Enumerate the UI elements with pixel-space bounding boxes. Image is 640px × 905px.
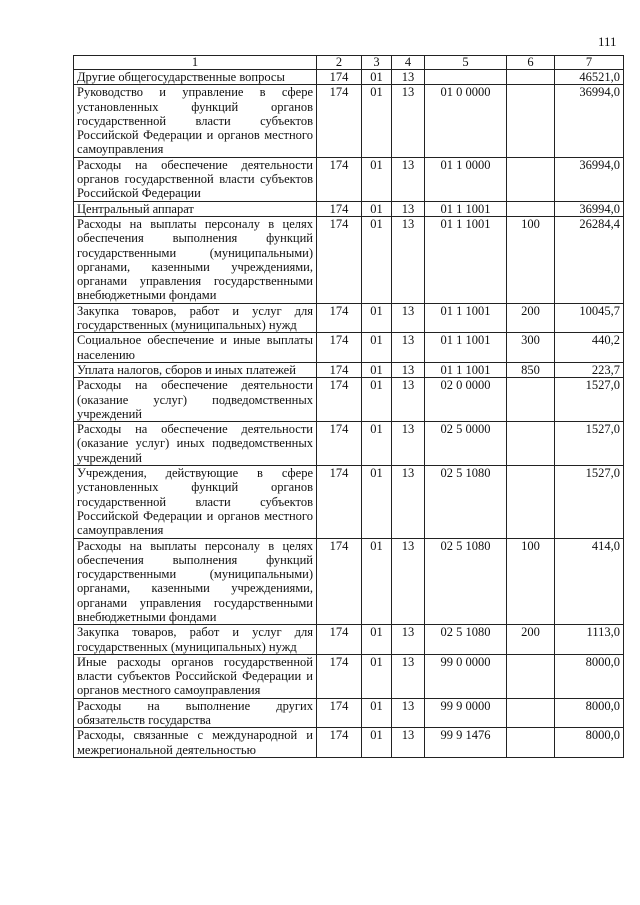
department-code-cell: 174 [317, 625, 362, 655]
expense-type-cell [507, 654, 555, 698]
section-cell: 01 [362, 698, 392, 728]
amount-cell: 440,2 [555, 333, 624, 363]
section-cell: 01 [362, 201, 392, 216]
table-row [74, 362, 624, 377]
target-article-cell: 02 5 1080 [425, 466, 507, 538]
section-cell: 01 [362, 70, 392, 85]
section-cell: 01 [362, 378, 392, 422]
header-cell: 7 [555, 56, 624, 70]
amount-cell: 8000,0 [555, 654, 624, 698]
expense-name-cell: Расходы на обеспечение деятельности органов государственной власти субъектов Российской Федерации [74, 157, 317, 201]
table-row [74, 378, 624, 422]
header-cell: 2 [317, 56, 362, 70]
target-article-cell: 01 1 1001 [425, 303, 507, 333]
subsection-cell: 13 [392, 157, 425, 201]
subsection-cell: 13 [392, 422, 425, 466]
amount-cell: 8000,0 [555, 728, 624, 758]
table-row [74, 157, 624, 201]
expense-type-cell: 100 [507, 538, 555, 625]
expense-type-cell: 200 [507, 625, 555, 655]
subsection-cell: 13 [392, 303, 425, 333]
amount-cell: 1527,0 [555, 466, 624, 538]
expense-name-cell: Расходы на выплаты персоналу в целях обеспечения выполнения функций государственными (муниципальными) органами, казенными учреждениями, органами управления государственными внебюджетными фондами [74, 216, 317, 303]
section-cell: 01 [362, 333, 392, 363]
section-cell: 01 [362, 422, 392, 466]
department-code-cell: 174 [317, 538, 362, 625]
header-cell: 6 [507, 56, 555, 70]
subsection-cell: 13 [392, 728, 425, 758]
amount-cell: 414,0 [555, 538, 624, 625]
target-article-cell: 02 5 1080 [425, 625, 507, 655]
subsection-cell: 13 [392, 85, 425, 157]
target-article-cell: 01 1 1001 [425, 333, 507, 363]
header-cell: 1 [74, 56, 317, 70]
expense-name-cell: Социальное обеспечение и иные выплаты населению [74, 333, 317, 363]
department-code-cell: 174 [317, 422, 362, 466]
table-row [74, 303, 624, 333]
subsection-cell: 13 [392, 466, 425, 538]
amount-cell: 1113,0 [555, 625, 624, 655]
target-article-cell: 02 5 0000 [425, 422, 507, 466]
subsection-cell: 13 [392, 378, 425, 422]
table-header-row [74, 56, 624, 70]
table-row [74, 625, 624, 655]
table-row [74, 466, 624, 538]
table-row [74, 333, 624, 363]
department-code-cell: 174 [317, 201, 362, 216]
expense-name-cell: Учреждения, действующие в сфере установленных функций органов государственной власти субъектов Российской Федерации и органов местного самоуправления [74, 466, 317, 538]
expense-type-cell [507, 157, 555, 201]
expense-type-cell [507, 728, 555, 758]
table-body [74, 56, 624, 758]
expense-type-cell: 100 [507, 216, 555, 303]
subsection-cell: 13 [392, 625, 425, 655]
target-article-cell: 01 1 1001 [425, 201, 507, 216]
expense-name-cell: Закупка товаров, работ и услуг для государственных (муниципальных) нужд [74, 303, 317, 333]
amount-cell: 36994,0 [555, 85, 624, 157]
section-cell: 01 [362, 216, 392, 303]
expense-type-cell [507, 378, 555, 422]
section-cell: 01 [362, 625, 392, 655]
expense-name-cell: Расходы на обеспечение деятельности (оказание услуг) иных подведомственных учреждений [74, 422, 317, 466]
expense-name-cell: Другие общегосударственные вопросы [74, 70, 317, 85]
department-code-cell: 174 [317, 466, 362, 538]
table-row [74, 216, 624, 303]
department-code-cell: 174 [317, 378, 362, 422]
target-article-cell: 99 9 1476 [425, 728, 507, 758]
expense-name-cell: Расходы на обеспечение деятельности (оказание услуг) подведомственных учреждений [74, 378, 317, 422]
expense-name-cell: Расходы на выполнение других обязательств государства [74, 698, 317, 728]
subsection-cell: 13 [392, 333, 425, 363]
amount-cell: 8000,0 [555, 698, 624, 728]
header-cell: 3 [362, 56, 392, 70]
target-article-cell: 01 0 0000 [425, 85, 507, 157]
amount-cell: 1527,0 [555, 422, 624, 466]
section-cell: 01 [362, 466, 392, 538]
expense-type-cell [507, 201, 555, 216]
department-code-cell: 174 [317, 362, 362, 377]
table-row [74, 201, 624, 216]
department-code-cell: 174 [317, 157, 362, 201]
expense-name-cell: Руководство и управление в сфере установленных функций органов государственной власти субъектов Российской Федерации и органов местного самоуправления [74, 85, 317, 157]
department-code-cell: 174 [317, 333, 362, 363]
section-cell: 01 [362, 654, 392, 698]
expense-name-cell: Уплата налогов, сборов и иных платежей [74, 362, 317, 377]
section-cell: 01 [362, 362, 392, 377]
subsection-cell: 13 [392, 216, 425, 303]
expense-name-cell: Расходы, связанные с международной и межрегиональной деятельностью [74, 728, 317, 758]
expense-type-cell [507, 422, 555, 466]
page-number: 111 [598, 34, 617, 49]
target-article-cell [425, 70, 507, 85]
department-code-cell: 174 [317, 216, 362, 303]
expense-type-cell: 300 [507, 333, 555, 363]
subsection-cell: 13 [392, 698, 425, 728]
expense-name-cell: Расходы на выплаты персоналу в целях обеспечения выполнения функций государственными (муниципальными) органами, казенными учреждениями, органами управления государственными внебюджетными фондами [74, 538, 317, 625]
table-row [74, 654, 624, 698]
amount-cell: 10045,7 [555, 303, 624, 333]
subsection-cell: 13 [392, 654, 425, 698]
table-row [74, 85, 624, 157]
section-cell: 01 [362, 538, 392, 625]
department-code-cell: 174 [317, 70, 362, 85]
expense-type-cell: 200 [507, 303, 555, 333]
target-article-cell: 01 1 1001 [425, 216, 507, 303]
amount-cell: 1527,0 [555, 378, 624, 422]
expense-name-cell: Иные расходы органов государственной власти субъектов Российской Федерации и органов местного самоуправления [74, 654, 317, 698]
department-code-cell: 174 [317, 654, 362, 698]
subsection-cell: 13 [392, 538, 425, 625]
section-cell: 01 [362, 85, 392, 157]
target-article-cell: 99 9 0000 [425, 698, 507, 728]
amount-cell: 36994,0 [555, 157, 624, 201]
table-row [74, 728, 624, 758]
amount-cell: 46521,0 [555, 70, 624, 85]
amount-cell: 36994,0 [555, 201, 624, 216]
expense-name-cell: Центральный аппарат [74, 201, 317, 216]
target-article-cell: 02 5 1080 [425, 538, 507, 625]
subsection-cell: 13 [392, 362, 425, 377]
section-cell: 01 [362, 303, 392, 333]
expense-type-cell [507, 698, 555, 728]
target-article-cell: 01 1 0000 [425, 157, 507, 201]
expense-type-cell [507, 466, 555, 538]
department-code-cell: 174 [317, 303, 362, 333]
subsection-cell: 13 [392, 201, 425, 216]
expense-type-cell [507, 70, 555, 85]
section-cell: 01 [362, 157, 392, 201]
expense-type-cell [507, 85, 555, 157]
budget-table [73, 55, 624, 758]
header-cell: 4 [392, 56, 425, 70]
table-row [74, 70, 624, 85]
expense-name-cell: Закупка товаров, работ и услуг для государственных (муниципальных) нужд [74, 625, 317, 655]
subsection-cell: 13 [392, 70, 425, 85]
section-cell: 01 [362, 728, 392, 758]
table-row [74, 698, 624, 728]
table-row [74, 422, 624, 466]
department-code-cell: 174 [317, 85, 362, 157]
header-cell: 5 [425, 56, 507, 70]
department-code-cell: 174 [317, 698, 362, 728]
target-article-cell: 01 1 1001 [425, 362, 507, 377]
target-article-cell: 02 0 0000 [425, 378, 507, 422]
amount-cell: 26284,4 [555, 216, 624, 303]
department-code-cell: 174 [317, 728, 362, 758]
amount-cell: 223,7 [555, 362, 624, 377]
table-row [74, 538, 624, 625]
expense-type-cell: 850 [507, 362, 555, 377]
target-article-cell: 99 0 0000 [425, 654, 507, 698]
